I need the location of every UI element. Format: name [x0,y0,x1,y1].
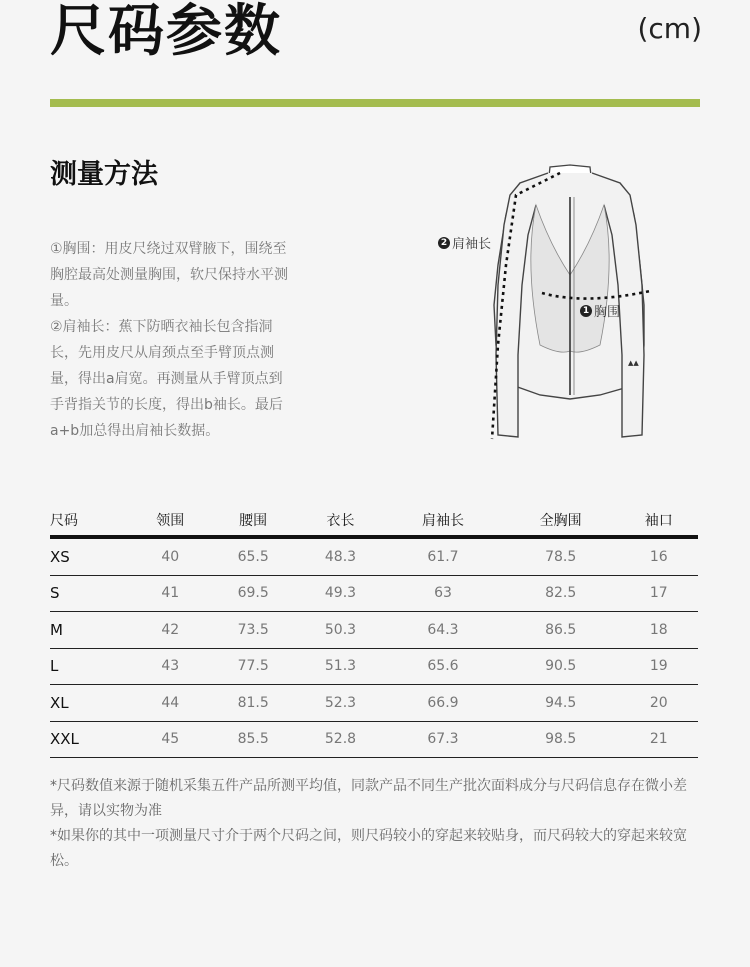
column-header: 肩袖长 [384,505,502,537]
value-cell: 65.5 [209,537,296,575]
accent-bar [50,99,700,107]
size-cell: XL [50,685,131,722]
jacket-illustration [420,155,710,455]
value-cell: 19 [619,648,698,685]
column-header: 衣长 [297,505,384,537]
section-title: 测量方法 [50,159,158,190]
footnote-1: *尺码数值来源于随机采集五件产品所测平均值，同款产品不同生产批次面料成分与尺码信息存在微小差异，请以实物为准 [50,778,687,819]
value-cell: 66.9 [384,685,502,722]
value-cell: 73.5 [209,612,296,649]
size-cell: L [50,648,131,685]
value-cell: 48.3 [297,537,384,575]
value-cell: 98.5 [502,721,620,758]
value-cell: 81.5 [209,685,296,722]
footnotes [50,774,705,874]
chest-label-text: 胸围 [594,305,621,320]
table-row [50,685,698,722]
value-cell: 94.5 [502,685,620,722]
value-cell: 82.5 [502,575,620,612]
chest-label [580,301,620,320]
value-cell: 44 [131,685,209,722]
sleeve-label [438,233,491,252]
value-cell: 77.5 [209,648,296,685]
jacket-figure [420,155,710,455]
method-text [50,236,290,444]
value-cell: 64.3 [384,612,502,649]
value-cell: 78.5 [502,537,620,575]
value-cell: 52.8 [297,721,384,758]
value-cell: 16 [619,537,698,575]
value-cell: 17 [619,575,698,612]
value-cell: 50.3 [297,612,384,649]
method-sleeve-text: ②肩袖长：蕉下防晒衣袖长包含指洞长，先用皮尺从肩颈点至手臂顶点测量，得出a肩宽。再测量从手臂顶点到手背指关节的长度，得出b袖长。最后a+b加总得出肩袖长数据。 [50,319,283,439]
size-cell: M [50,612,131,649]
sleeve-label-text: 肩袖长 [452,237,492,252]
sleeve-number-badge: 2 [438,237,450,249]
size-table [50,505,698,758]
chest-number-badge: 1 [580,305,592,317]
page-title: 尺码参数 [50,0,282,64]
method-chest-text: ①胸围：用皮尺绕过双臂腋下，围绕至胸腔最高处测量胸围，软尺保持水平测量。 [50,241,288,309]
value-cell: 69.5 [209,575,296,612]
footnote-2: *如果你的其中一项测量尺寸介于两个尺码之间，则尺码较小的穿起来较贴身，而尺码较大的穿起来较宽松。 [50,828,687,869]
value-cell: 90.5 [502,648,620,685]
table-row [50,537,698,575]
table-row [50,575,698,612]
value-cell: 49.3 [297,575,384,612]
unit-label: (cm) [637,12,702,45]
value-cell: 41 [131,575,209,612]
column-header: 尺码 [50,505,131,537]
svg-text:▲▲: ▲▲ [628,359,639,367]
size-cell: XS [50,537,131,575]
value-cell: 65.6 [384,648,502,685]
size-cell: S [50,575,131,612]
size-cell: XXL [50,721,131,758]
size-table-header [50,505,698,537]
table-row [50,648,698,685]
value-cell: 40 [131,537,209,575]
table-row [50,721,698,758]
column-header: 腰围 [209,505,296,537]
value-cell: 21 [619,721,698,758]
value-cell: 42 [131,612,209,649]
value-cell: 61.7 [384,537,502,575]
value-cell: 52.3 [297,685,384,722]
column-header: 领围 [131,505,209,537]
value-cell: 43 [131,648,209,685]
value-cell: 18 [619,612,698,649]
value-cell: 51.3 [297,648,384,685]
value-cell: 85.5 [209,721,296,758]
value-cell: 45 [131,721,209,758]
table-row [50,612,698,649]
column-header: 袖口 [619,505,698,537]
value-cell: 67.3 [384,721,502,758]
column-header: 全胸围 [502,505,620,537]
value-cell: 63 [384,575,502,612]
value-cell: 20 [619,685,698,722]
value-cell: 86.5 [502,612,620,649]
